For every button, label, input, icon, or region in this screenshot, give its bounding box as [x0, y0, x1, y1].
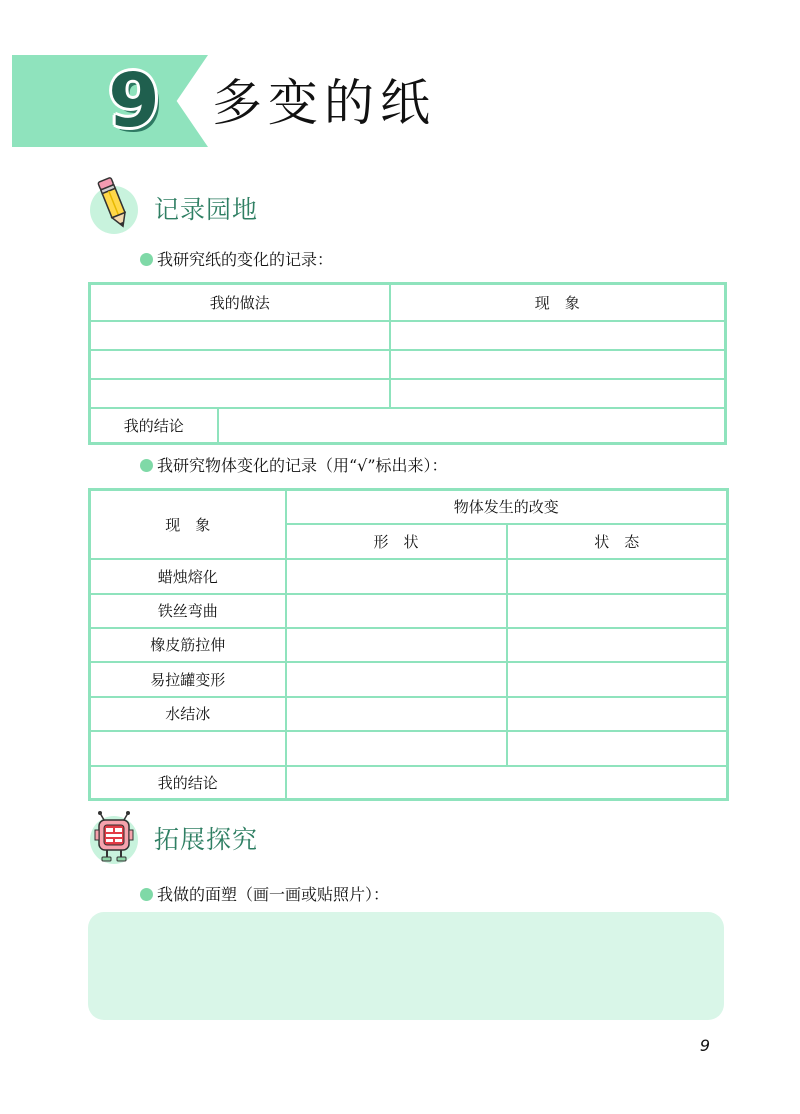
conclusion-field[interactable] [286, 766, 728, 800]
table-cell[interactable] [390, 321, 726, 350]
object-record-prompt [140, 455, 448, 477]
check-cell[interactable] [286, 628, 507, 662]
extension-prompt-text: 我做的面塑（画一画或贴照片）： [157, 885, 390, 904]
pencil-icon [90, 174, 138, 232]
object-record-prompt-text: 我研究物体变化的记录（用“√”标出来）： [157, 456, 448, 475]
chapter-title: 多变的纸 [212, 74, 436, 132]
record-section-title: 记录园地 [154, 195, 259, 224]
phenomenon-header: 现 象 [90, 490, 286, 559]
check-cell[interactable] [286, 662, 507, 697]
check-cell[interactable] [507, 697, 728, 731]
state-header: 状 态 [507, 524, 728, 559]
check-cell[interactable] [507, 594, 728, 628]
row-label-blank[interactable] [90, 731, 286, 766]
check-cell[interactable] [286, 594, 507, 628]
table-cell[interactable] [390, 350, 726, 379]
bullet-dot-icon [140, 888, 153, 901]
change-header: 物体发生的改变 [286, 490, 728, 524]
column-header-method: 我的做法 [90, 284, 390, 321]
check-cell[interactable] [507, 628, 728, 662]
extension-section-title: 拓展探究 [154, 825, 259, 854]
chapter-number: 9 [108, 58, 160, 144]
paper-record-prompt [140, 249, 333, 271]
robot-icon [90, 810, 138, 866]
column-header-phenomenon: 现 象 [390, 284, 726, 321]
row-label: 蜡烛熔化 [90, 559, 286, 594]
row-label: 橡皮筋拉伸 [90, 628, 286, 662]
pencil-icon-badge [90, 186, 138, 234]
check-cell[interactable] [507, 731, 728, 766]
table-cell[interactable] [90, 379, 390, 408]
shape-header: 形 状 [286, 524, 507, 559]
row-label: 易拉罐变形 [90, 662, 286, 697]
conclusion-label: 我的结论 [90, 766, 286, 800]
check-cell[interactable] [286, 731, 507, 766]
table-cell[interactable] [90, 350, 390, 379]
table-cell[interactable] [390, 379, 726, 408]
paper-record-prompt-text: 我研究纸的变化的记录： [157, 250, 334, 269]
check-cell[interactable] [507, 662, 728, 697]
drawing-area[interactable] [88, 912, 724, 1020]
paper-record-table [88, 282, 727, 445]
bullet-dot-icon [140, 253, 153, 266]
conclusion-label: 我的结论 [90, 408, 218, 444]
extension-prompt [140, 884, 389, 906]
row-label: 水结冰 [90, 697, 286, 731]
table-cell[interactable] [90, 321, 390, 350]
conclusion-field[interactable] [218, 408, 726, 444]
check-cell[interactable] [286, 697, 507, 731]
object-record-table [88, 488, 729, 801]
row-label: 铁丝弯曲 [90, 594, 286, 628]
check-cell[interactable] [507, 559, 728, 594]
bullet-dot-icon [140, 459, 153, 472]
check-cell[interactable] [286, 559, 507, 594]
robot-icon-badge [90, 816, 138, 864]
page-number: 9 [699, 1036, 711, 1055]
